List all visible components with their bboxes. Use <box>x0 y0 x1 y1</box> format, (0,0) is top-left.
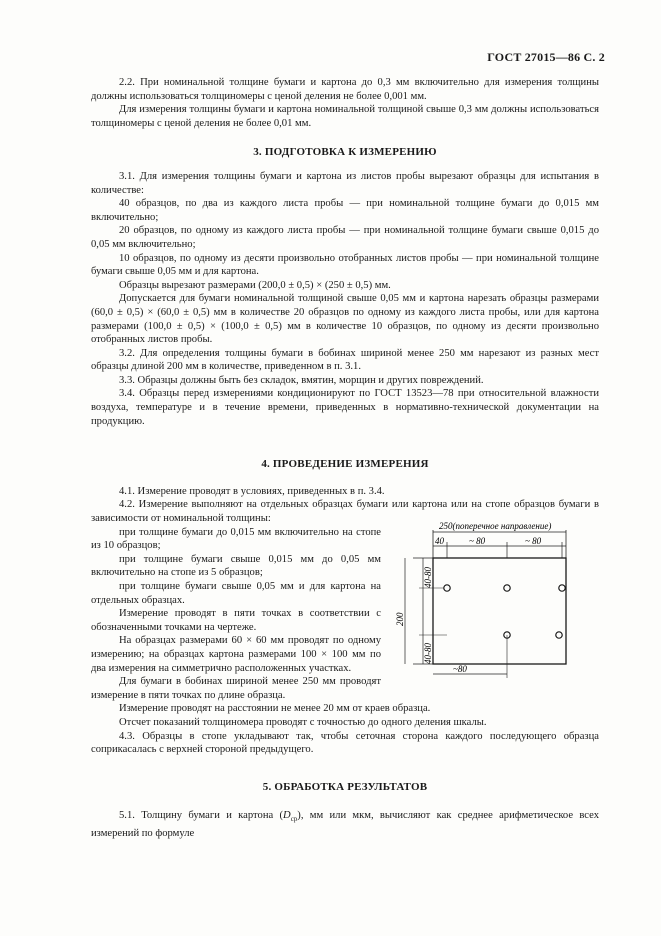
paragraph-3-1c: 10 образцов, по одному из десяти произвольно отобранных листов пробы — при номинальной толщине бумаги свыше 0,05 мм и для картона. <box>91 252 599 278</box>
label-40-80-bottom: 40-80 <box>423 643 433 664</box>
paragraph-3-1d: Образцы вырезают размерами (200,0 ± 0,5) × (250 ± 0,5) мм. <box>119 279 391 291</box>
measuring-point <box>559 585 565 591</box>
page-header: ГОСТ 27015—86 С. 2 <box>487 50 605 64</box>
label-40: 40 <box>435 536 444 546</box>
sample-outline <box>433 558 566 664</box>
measuring-point <box>444 585 450 591</box>
paragraph-4-2a: при толщине бумаги до 0,015 мм включительно на стопе из 10 образцов; <box>91 526 381 552</box>
label-80-second: ~ 80 <box>525 536 542 546</box>
paragraph-4-2e: На образцах размерами 60 × 60 мм проводят по одному измерению; на образцах картона размерами 100 × 100 мм по два измерения на симметрично расположенных участках. <box>91 635 381 674</box>
paragraph-4-1: 4.1. Измерение проводят в условиях, приведенных в п. 3.4. <box>119 485 385 497</box>
formula-subscript: ср <box>290 815 298 824</box>
paragraph-4-2c: при толщине бумаги свыше 0,05 мм и для картона на отдельных образцах. <box>91 581 381 606</box>
label-80-first: ~ 80 <box>469 536 486 546</box>
paragraph-2-2: 2.2. При номинальной толщине бумаги и картона до 0,3 мм включительно для измерения толщины должны использоваться толщиномеры с ценой деления не более 0,001 мм. <box>91 77 599 102</box>
paragraph-4-2g: Измерение проводят на расстоянии не менее 20 мм от краев образца. <box>119 703 431 715</box>
paragraph-5-1-pre: 5.1. Толщину бумаги и картона ( <box>119 810 284 822</box>
paragraph-4-2d: Измерение проводят в пяти точках в соответствии с обозначенными точками на чертеже. <box>91 608 381 633</box>
paragraph-3-1a: 40 образцов, по два из каждого листа пробы — при номинальной толщине бумаги до 0,015 мм включительно; <box>91 198 599 223</box>
section-3-title: 3. ПОДГОТОВКА К ИЗМЕРЕНИЮ <box>253 146 437 159</box>
section-4-title: 4. ПРОВЕДЕНИЕ ИЗМЕРЕНИЯ <box>261 458 429 471</box>
paragraph-3-2: 3.2. Для определения толщины бумаги в бобинах шириной менее 250 мм нарезают из разных мест образцы длиной 200 мм в количестве, приведенном в п. 3.1. <box>91 347 599 373</box>
sample-drawing <box>391 518 581 678</box>
paragraph-4-2f: Для бумаги в бобинах шириной менее 250 мм проводят измерение в пяти точках по длине образца. <box>91 676 381 701</box>
sample-drawing-svg <box>391 518 581 678</box>
paragraph-3-4: 3.4. Образцы перед измерениями кондиционируют по ГОСТ 13523—78 при относительной влажности воздуха, температуре и в течение времени, приведенных в нормативно-технической документации на продукцию. <box>91 388 599 427</box>
paragraph-3-1e: Допускается для бумаги номинальной толщиной свыше 0,05 мм и картона нарезать образцы размерами (60,0 ± 0,5) × (60,0 ± 0,5) мм в количестве 20 образцов по одному из каждого листа пробы, или для картона размерами (100,0 ± 0,5) × (100,0 ± 0,5) мм в количестве 10 образцов, по одному из десяти произвольно отобранных листов пробы. <box>91 293 599 346</box>
label-40-80-top: 40-80 <box>423 567 433 588</box>
measuring-point <box>556 632 562 638</box>
paragraph-4-2: 4.2. Измерение выполняют на отдельных образцах бумаги или картона или на стопе образцов бумаги в зависимости от номинальной толщины: <box>91 499 599 525</box>
section-5-title: 5. ОБРАБОТКА РЕЗУЛЬТАТОВ <box>262 780 428 793</box>
document-body <box>91 76 599 841</box>
label-80-bottom: ~80 <box>453 664 467 674</box>
paragraph-3-1b: 20 образцов, по одному из каждого листа пробы — при номинальной толщине бумаги свыше 0,015 до 0,05 мм включительно; <box>91 225 599 250</box>
paragraph-3-1: 3.1. Для измерения толщины бумаги и картона из листов пробы вырезают образцы для испытания в количестве: <box>91 170 599 196</box>
label-200: 200 <box>395 612 405 626</box>
measuring-point <box>504 585 510 591</box>
paragraph-4-2b: при толщине бумаги свыше 0,015 мм до 0,05 мм включительно на стопе из 5 образцов; <box>91 553 381 579</box>
paragraph-4-2h: Отсчет показаний толщиномера проводят с точностью до одного деления шкалы. <box>119 716 487 728</box>
formula-symbol: D <box>283 810 291 822</box>
paragraph-5-1 <box>91 809 599 840</box>
paragraph-4-3: 4.3. Образцы в стопе укладывают так, чтобы сеточная сторона каждого последующего образца соприкасалась с верхней стороной предыдущего. <box>91 730 599 756</box>
paragraph-2-2b: Для измерения толщины бумаги и картона номинальной толщиной свыше 0,3 мм должны использоваться толщиномеры с ценой деления не более 0,01 мм. <box>91 104 599 129</box>
paragraph-5-1-post: ), мм или мкм, вычисляют как среднее арифметическое всех измерений по формуле <box>91 810 599 840</box>
paragraph-3-3: 3.3. Образцы должны быть без складок, вмятин, морщин и других повреждений. <box>119 374 484 386</box>
label-250-transverse: 250(поперечное направление) <box>439 521 552 531</box>
